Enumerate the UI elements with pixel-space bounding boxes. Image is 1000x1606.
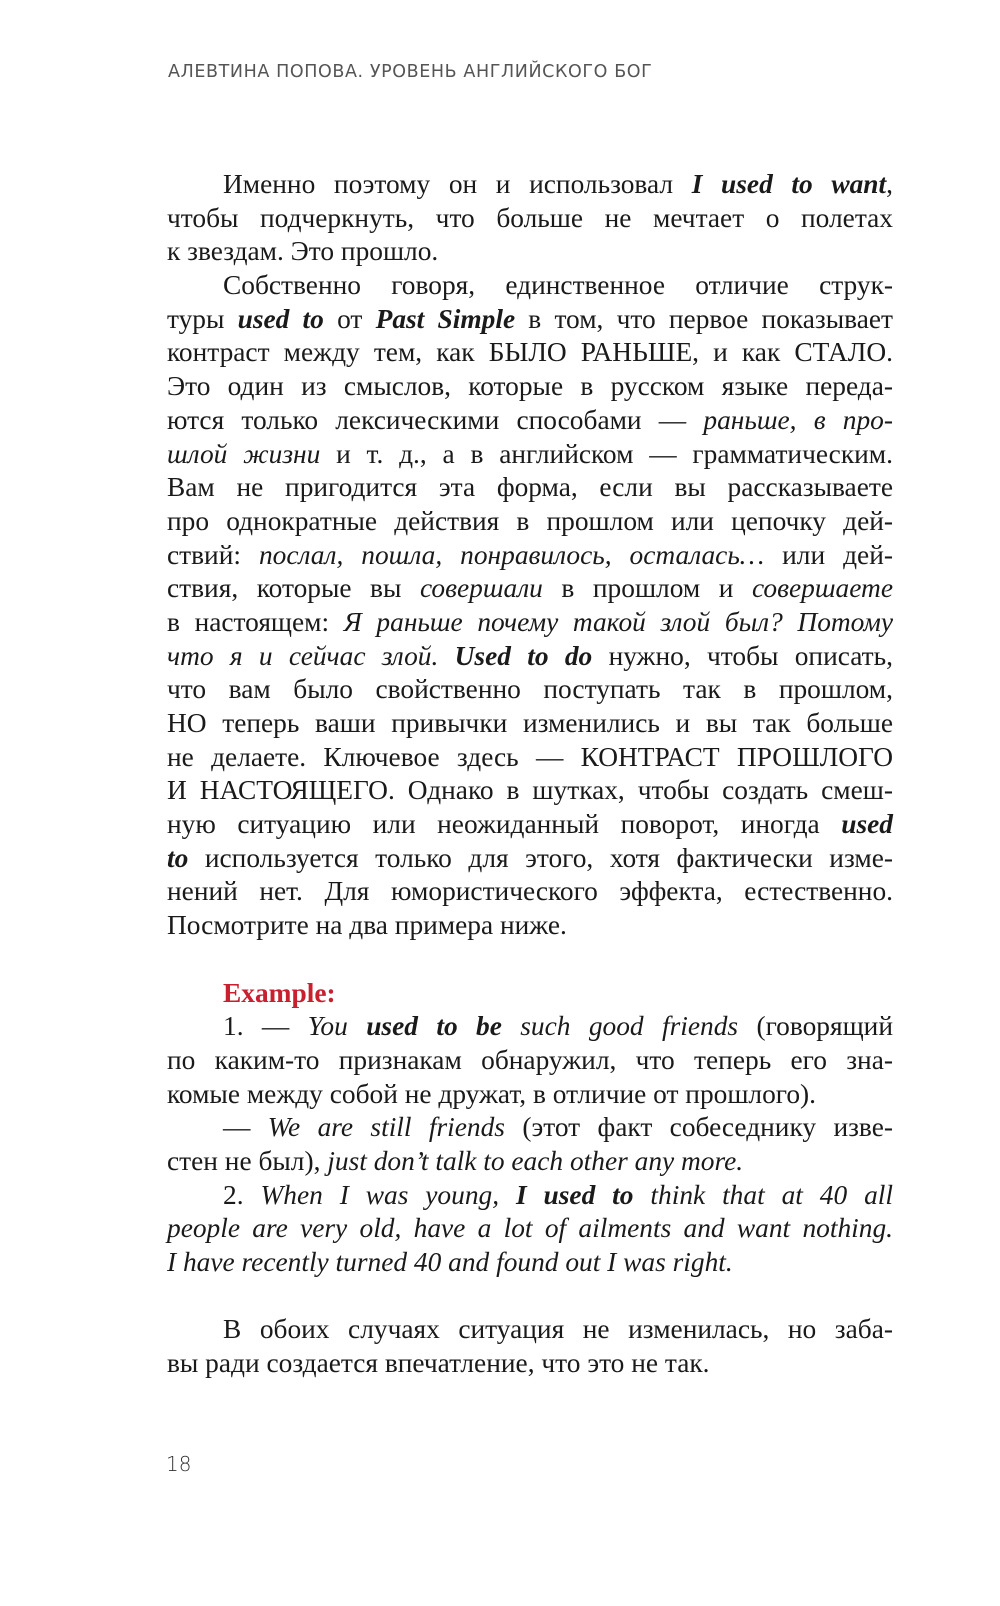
text-line: В обоих случаях ситуация не изменилась, но заба-	[223, 1314, 893, 1345]
text-line: по каким-то признакам обнаружил, что теперь его зна-	[167, 1044, 893, 1075]
text-line: вы ради создается впечатление, что это не так.	[167, 1348, 710, 1379]
page-number: 18	[166, 1452, 192, 1476]
paragraph-gap	[167, 1280, 893, 1314]
text-line: 2. When I was young, I used to think that at 40 all	[223, 1179, 894, 1210]
text-line: people are very old, have a lot of ailments and want nothing.	[167, 1213, 893, 1244]
text-line: Собственно говоря, единственное отличие струк-	[223, 270, 893, 301]
text-line: ную ситуацию или неожиданный поворот, иногда used	[167, 809, 893, 840]
text-line: 1. — You used to be such good friends (говорящий	[223, 1011, 893, 1042]
text-line: что я и сейчас злой. Used to do нужно, чтобы описать,	[167, 640, 893, 671]
paragraph-3	[167, 1313, 893, 1380]
text-line: нений нет. Для юмористического эффекта, естественно.	[167, 876, 893, 907]
paragraph-gap	[167, 943, 893, 977]
text-line: Посмотрите на два примера ниже.	[167, 910, 567, 941]
text-line: Вам не пригодится эта форма, если вы рассказываете	[167, 472, 893, 503]
example-block	[167, 977, 893, 1280]
text-line: И НАСТОЯЩЕГО. Однако в шутках, чтобы создать смеш-	[167, 775, 893, 806]
text-line: ются только лексическими способами — раньше, в про-	[167, 404, 893, 435]
body-text	[167, 168, 893, 1381]
text-line: в настоящем: Я раньше почему такой злой был? Потому	[167, 606, 893, 637]
text-line: ствия, которые вы совершали в прошлом и совершаете	[167, 573, 893, 604]
text-line: to используется только для этого, хотя фактически изме-	[167, 842, 893, 873]
text-line: стен не был), just don’t talk to each other any more.	[167, 1145, 744, 1176]
text-line: ствий: послал, пошла, понравилось, осталась… или дей-	[167, 539, 893, 570]
text-line: туры used to от Past Simple в том, что первое показывает	[167, 303, 894, 334]
text-line: — We are still friends (этот факт собеседнику изве-	[223, 1112, 893, 1143]
text-line: I have recently turned 40 and found out I was right.	[167, 1247, 733, 1277]
text-line: комые между собой не дружат, в отличие от прошлого).	[167, 1078, 817, 1109]
text-line: Именно поэтому он и использовал I used to want,	[223, 169, 894, 199]
text-line: шлой жизни и т. д., а в английском — грамматическим.	[167, 438, 893, 469]
text-line: контраст между тем, как БЫЛО РАНЬШЕ, и как СТАЛО.	[167, 337, 893, 368]
text-line: Это один из смыслов, которые в русском языке переда-	[167, 371, 893, 402]
text-line: к звездам. Это прошло.	[167, 236, 439, 267]
example-label: Example:	[223, 977, 336, 1008]
text-line: НО теперь ваши привычки изменились и вы так больше	[167, 708, 893, 738]
running-header: АЛЕВТИНА ПОПОВА. УРОВЕНЬ АНГЛИЙСКОГО БОГ	[168, 62, 653, 82]
text-line: про однократные действия в прошлом или цепочку дей-	[167, 505, 893, 536]
paragraph-2	[167, 269, 893, 943]
text-line: что вам было свойственно поступать так в прошлом,	[167, 674, 893, 705]
text-line: не делаете. Ключевое здесь — КОНТРАСТ ПРОШЛОГО	[167, 741, 893, 772]
paragraph-1	[167, 168, 893, 269]
text-line: чтобы подчеркнуть, что больше не мечтает о полетах	[167, 202, 893, 233]
